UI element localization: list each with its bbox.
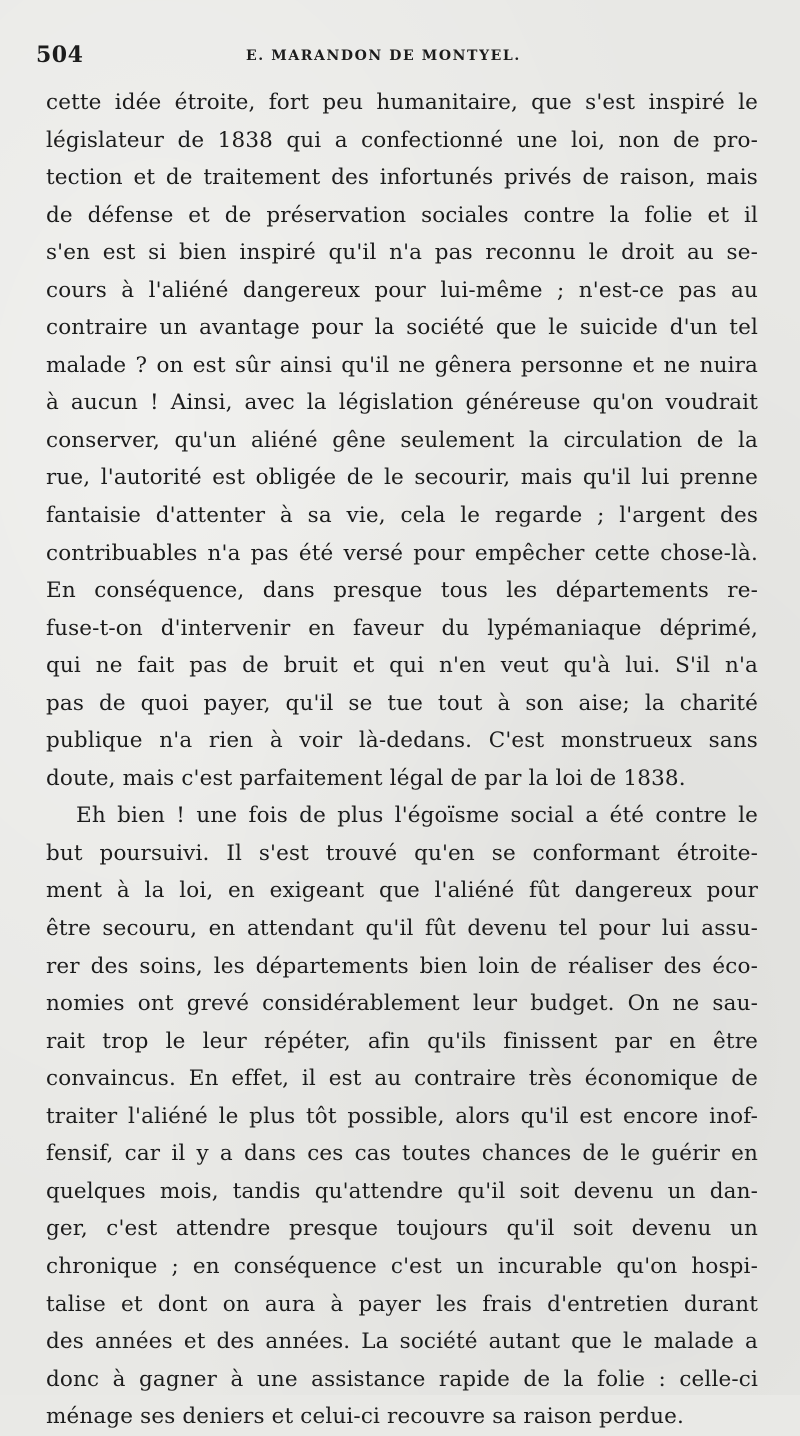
- text-line: but poursuivi. Il s'est trouvé qu'en se conformant étroite-: [46, 840, 758, 866]
- paragraph-last-line: doute, mais c'est parfaitement légal de par la loi de 1838.: [46, 765, 686, 791]
- text-line: quelques mois, tandis qu'attendre qu'il soit devenu un dan-: [46, 1178, 758, 1204]
- text-line: fuse-t-on d'intervenir en faveur du lypémaniaque déprimé,: [46, 615, 758, 641]
- text-line: publique n'a rien à voir là-dedans. C'est monstrueux sans: [46, 728, 758, 754]
- text-line: malade ? on est sûr ainsi qu'il ne gênera personne et ne nuira: [46, 352, 758, 378]
- page-number: 504: [36, 42, 84, 68]
- text-line: ménage ses deniers et celui-ci recouvre sa raison perdue.: [46, 1404, 684, 1430]
- text-line: cette idée étroite, fort peu humanitaire, que s'est inspiré le: [46, 90, 758, 115]
- text-line: pas de quoi payer, qu'il se tue tout à son aise; la charité: [46, 690, 758, 716]
- text-line: chronique ; en conséquence c'est un incurable qu'on hospi-: [46, 1253, 758, 1279]
- text-line: fensif, car il y a dans ces cas toutes chances de le guérir en: [46, 1141, 758, 1167]
- text-line: rait trop le leur répéter, afin qu'ils finissent par en être: [46, 1028, 758, 1054]
- paragraph-first-line: Eh bien ! une fois de plus l'égoïsme social a été contre le: [76, 803, 758, 829]
- text-line: s'en est si bien inspiré qu'il n'a pas reconnu le droit au se-: [46, 240, 758, 266]
- text-line: fantaisie d'attenter à sa vie, cela le regarde ; l'argent des: [46, 503, 758, 529]
- body-text: [46, 84, 758, 1436]
- text-line: nomies ont grevé considérablement leur budget. On ne sau-: [46, 991, 758, 1017]
- text-line: tection et de traitement des infortunés privés de raison, mais: [46, 165, 758, 191]
- text-line: des années et des années. La société autant que le malade a: [46, 1329, 758, 1355]
- text-line: En conséquence, dans presque tous les départements re-: [46, 578, 758, 604]
- text-line: ment à la loi, en exigeant que l'aliéné fût dangereux pour: [46, 878, 758, 904]
- text-line: talise et dont on aura à payer les frais d'entretien durant: [46, 1291, 758, 1317]
- text-line: rue, l'autorité est obligée de le secourir, mais qu'il lui prenne: [46, 465, 758, 491]
- text-line: contraire un avantage pour la société que le suicide d'un tel: [46, 315, 758, 341]
- text-line: législateur de 1838 qui a confectionné une loi, non de pro-: [46, 127, 758, 153]
- text-line: donc à gagner à une assistance rapide de la folie : celle-ci: [46, 1366, 758, 1392]
- text-line: conserver, qu'un aliéné gêne seulement la circulation de la: [46, 427, 758, 453]
- text-line: rer des soins, les départements bien loin de réaliser des éco-: [46, 953, 758, 979]
- page-header: [36, 40, 756, 76]
- text-line: traiter l'aliéné le plus tôt possible, alors qu'il est encore inof-: [46, 1103, 758, 1129]
- text-line: à aucun ! Ainsi, avec la législation généreuse qu'on voudrait: [46, 390, 758, 416]
- text-line: de défense et de préservation sociales contre la folie et il: [46, 202, 758, 228]
- running-head: E. MARANDON DE MONTYEL.: [246, 48, 521, 64]
- text-line: qui ne fait pas de bruit et qui n'en veut qu'à lui. S'il n'a: [46, 653, 758, 679]
- text-line: contribuables n'a pas été versé pour empêcher cette chose-là.: [46, 540, 758, 566]
- text-line: ger, c'est attendre presque toujours qu'il soit devenu un: [46, 1216, 758, 1242]
- text-line: convaincus. En effet, il est au contraire très économique de: [46, 1066, 758, 1092]
- text-line: cours à l'aliéné dangereux pour lui-même ; n'est-ce pas au: [46, 277, 758, 303]
- text-line: être secouru, en attendant qu'il fût devenu tel pour lui assu-: [46, 916, 758, 942]
